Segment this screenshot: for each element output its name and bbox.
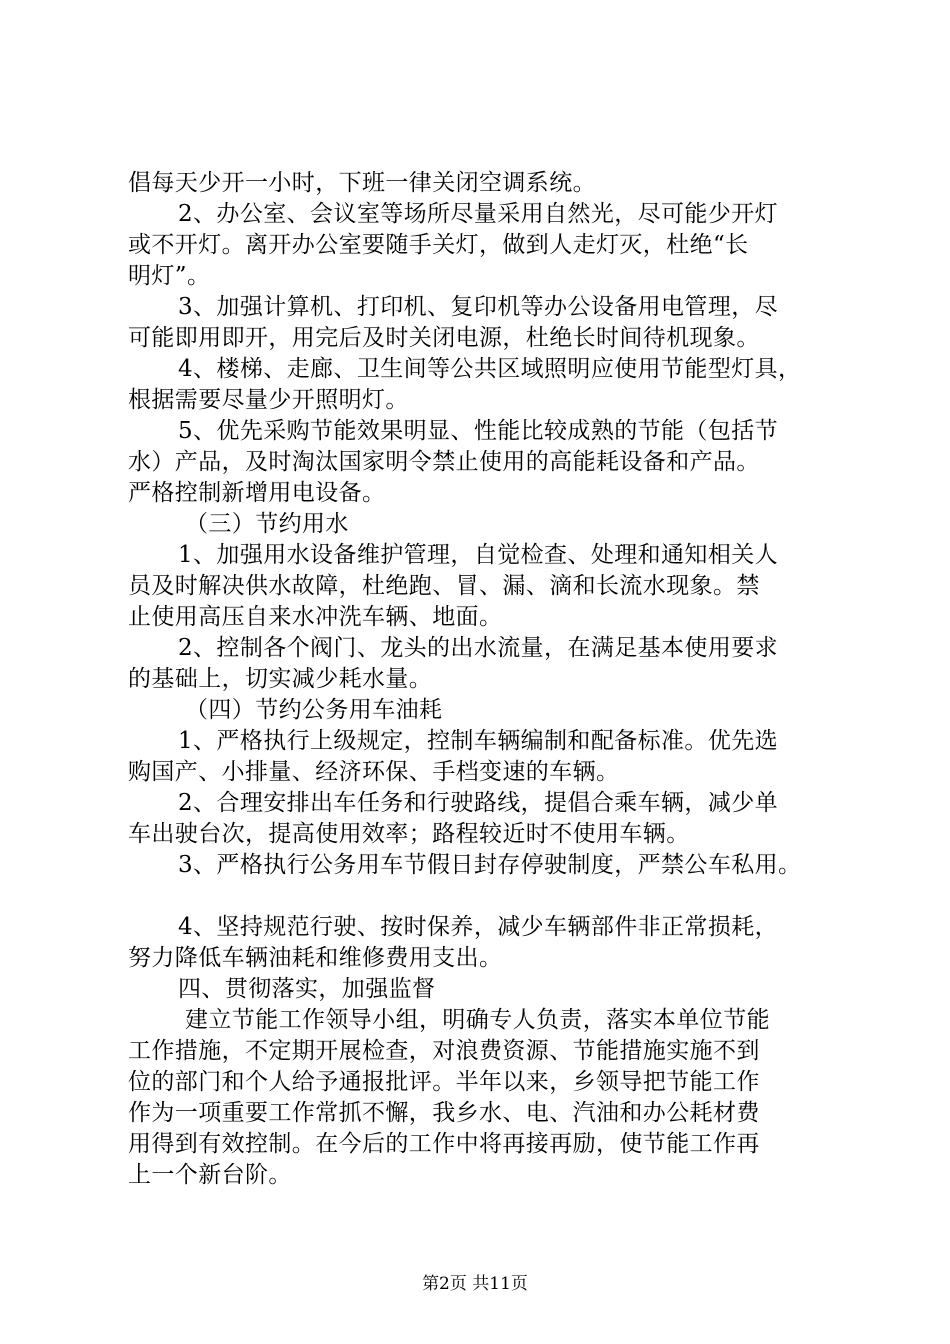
- text-line: 2、合理安排出车任务和行驶路线，提倡合乘车辆，减少单: [178, 790, 779, 816]
- page-number: 第2页 共11页: [422, 1274, 528, 1294]
- text-line: 5、优先采购节能效果明显、性能比较成熟的节能（包括节: [178, 418, 779, 444]
- page-footer: [0, 1273, 950, 1295]
- text-line: 工作措施，不定期开展检查，对浪费资源、节能措施实施不到: [128, 1038, 760, 1064]
- text-line: 水）产品，及时淘汰国家明令禁止使用的高能耗设备和产品。: [128, 449, 760, 475]
- text-line: 位的部门和个人给予通报批评。半年以来，乡领导把节能工作: [128, 1069, 760, 1095]
- blank-line: [128, 881, 840, 912]
- text-line: 上一个新台阶。: [128, 1162, 292, 1188]
- text-line: 或不开灯。离开办公室要随手关灯，做到人走灯灭，杜绝“长: [128, 232, 749, 258]
- text-line: 努力降低车辆油耗和维修费用支出。: [128, 945, 503, 971]
- text-line: 2、控制各个阀门、龙头的出水流量，在满足基本使用要求: [178, 635, 779, 661]
- text-line: 根据需要尽量少开照明灯。: [128, 387, 409, 413]
- text-line: 可能即用即开，用完后及时关闭电源，杜绝长时间待机现象。: [128, 325, 760, 351]
- text-line: 3、加强计算机、打印机、复印机等办公设备用电管理，尽: [178, 294, 779, 320]
- text-line: 4、楼梯、走廊、卫生间等公共区域照明应使用节能型灯具，: [178, 356, 802, 382]
- body-text: [128, 168, 840, 1191]
- text-line: 员及时解决供水故障，杜绝跑、冒、漏、滴和长流水现象。禁: [128, 573, 760, 599]
- text-line: 止使用高压自来水冲洗车辆、地面。: [128, 604, 503, 630]
- text-line: 严格控制新增用电设备。: [128, 480, 386, 506]
- section-heading: （三）节约用水: [185, 511, 349, 537]
- text-line: 作为一项重要工作常抓不懈，我乡水、电、汽油和办公耗材费: [128, 1100, 760, 1126]
- text-line: 1、严格执行上级规定，控制车辆编制和配备标准。优先选: [178, 728, 779, 754]
- text-line: 2、办公室、会议室等场所尽量采用自然光，尽可能少开灯: [178, 201, 779, 227]
- section-heading: 四、贯彻落实，加强监督: [178, 976, 436, 1002]
- text-line: 车出驶台次，提高使用效率；路程较近时不使用车辆。: [128, 821, 690, 847]
- text-line: 1、加强用水设备维护管理，自觉检查、处理和通知相关人: [178, 542, 779, 568]
- text-line: 购国产、小排量、经济环保、手档变速的车辆。: [128, 759, 620, 785]
- text-line: 3、严格执行公务用车节假日封存停驶制度，严禁公车私用。: [178, 852, 802, 878]
- text-line: 建立节能工作领导小组，明确专人负责，落实本单位节能: [185, 1007, 770, 1033]
- text-line: 的基础上，切实减少耗水量。: [128, 666, 433, 692]
- text-line: 用得到有效控制。在今后的工作中将再接再励，使节能工作再: [128, 1131, 760, 1157]
- text-line: 倡每天少开一小时，下班一律关闭空调系统。: [128, 170, 596, 196]
- text-line: 4、坚持规范行驶、按时保养，减少车辆部件非正常损耗，: [178, 914, 779, 940]
- section-heading: （四）节约公务用车油耗: [185, 697, 443, 723]
- text-line: 明灯”。: [128, 263, 211, 289]
